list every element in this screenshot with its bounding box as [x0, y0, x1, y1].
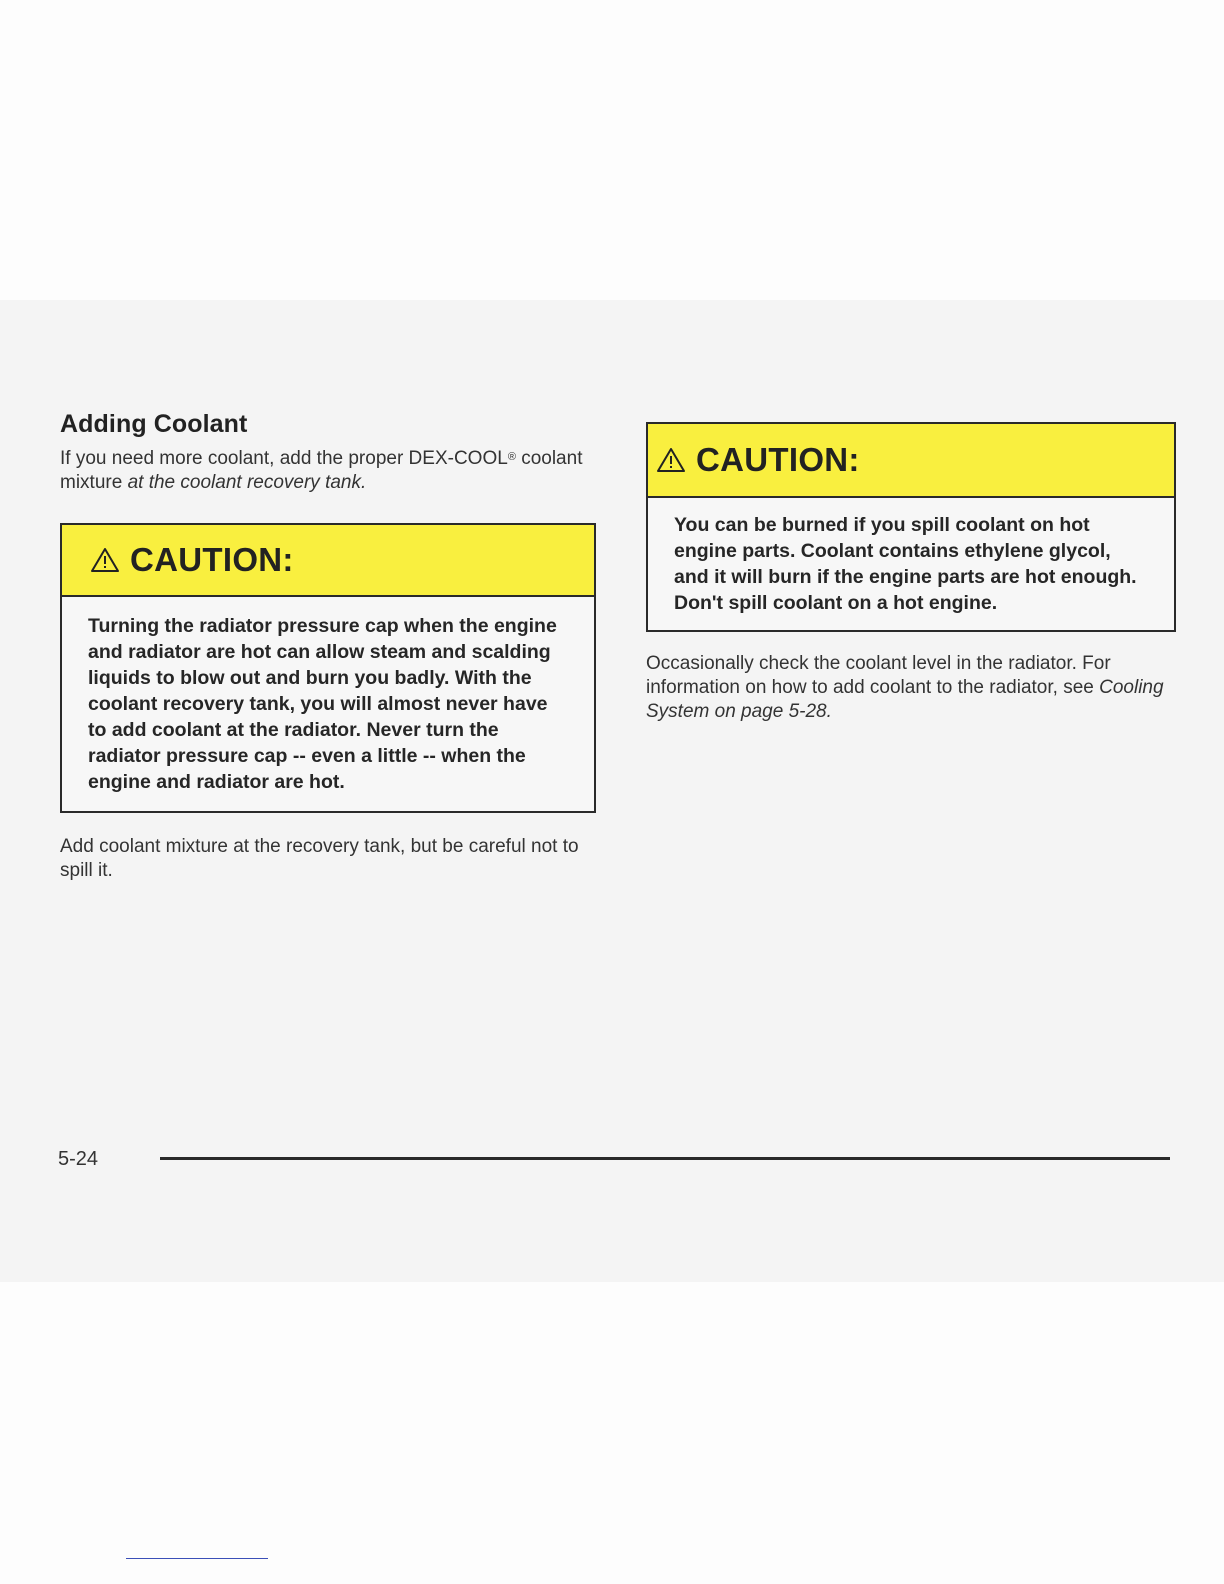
intro-italic: at the coolant recovery tank.: [127, 472, 367, 493]
caution-header: [648, 424, 1174, 498]
cross-reference-link[interactable]: Cooling System on page 5-28.: [646, 677, 1164, 722]
caution-text: Turning the radiator pressure cap when the engine and radiator are hot can allow steam and scalding liquids to blow out and burn you badly. With the coolant recovery tank, you will almost never have to add coolant at the radiator. Never turn the radiator pressure cap -- even a little -- when the engine and radiator are hot.: [88, 615, 557, 793]
intro-text: If you need more coolant, add the proper DEX-COOL: [60, 448, 508, 469]
registered-mark: ®: [507, 451, 516, 463]
page-number: 5-24: [58, 1148, 99, 1170]
after-paragraph: Add coolant mixture at the recovery tank, but be careful not to spill it.: [60, 836, 579, 881]
after-paragraph: [646, 652, 1182, 724]
caution-label: CAUTION:: [696, 441, 860, 478]
intro-text-cont: coolant mixture: [60, 448, 583, 493]
caution-text: You can be burned if you spill coolant on hot engine parts. Coolant contains ethylene glycol, and it will burn if the engine parts are hot enough. Don't spill coolant on a hot engine.: [674, 514, 1137, 614]
warning-triangle-icon: [656, 447, 686, 473]
intro-paragraph: [60, 447, 600, 495]
after-text: Occasionally check the coolant level in the radiator. For information on how to add coolant to the radiator, see: [646, 653, 1111, 698]
warning-triangle-icon: [90, 547, 120, 573]
caution-label: CAUTION:: [130, 541, 294, 578]
caution-box-right: [646, 422, 1176, 632]
caution-header: [62, 525, 594, 597]
right-column: [646, 422, 1182, 724]
left-column: [60, 410, 600, 883]
bottom-underline: [126, 1558, 268, 1559]
section-heading: Adding Coolant: [60, 410, 248, 438]
caution-box-left: [60, 523, 596, 813]
footer-rule: [160, 1157, 1170, 1160]
